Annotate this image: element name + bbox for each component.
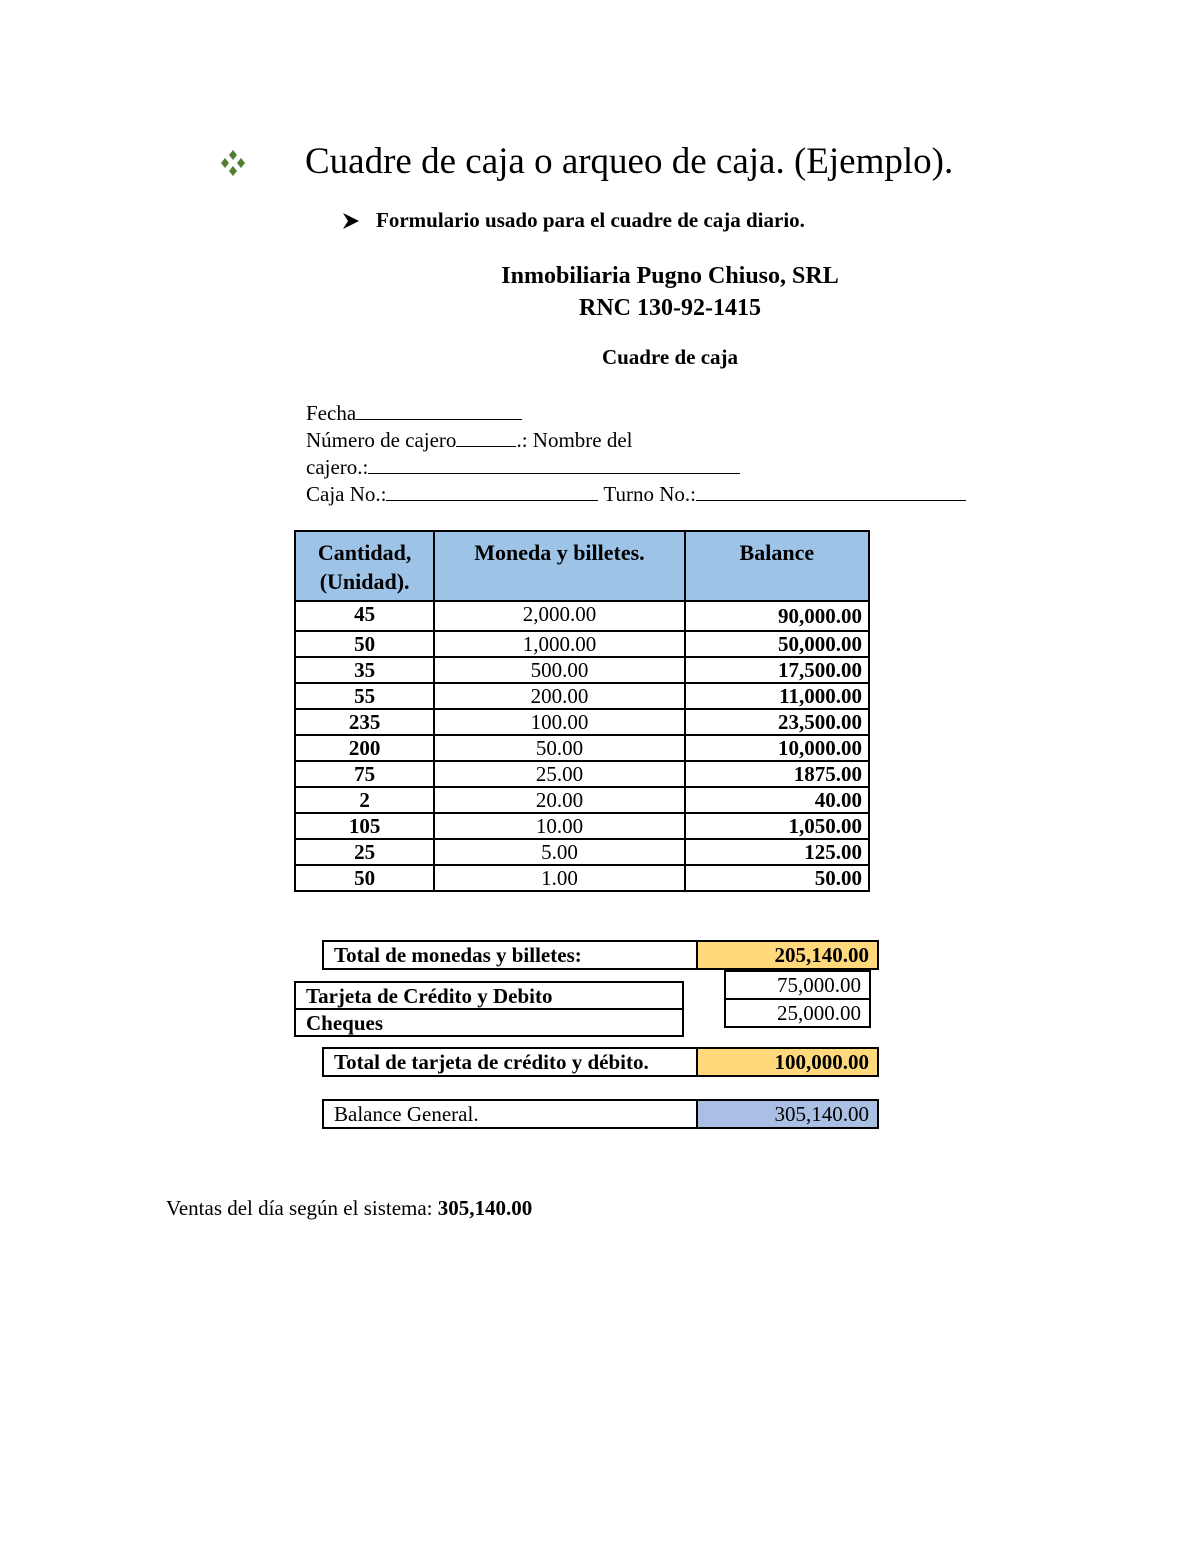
caja-label: Caja No.:: [306, 482, 387, 506]
balance-cell: 1875.00: [685, 761, 869, 787]
denom-cell: 500.00: [434, 657, 684, 683]
qty-cell: 235: [295, 709, 434, 735]
table-row: [295, 761, 869, 787]
balance-general-value: 305,140.00: [774, 1102, 869, 1126]
qty-cell: 2: [295, 787, 434, 813]
table-row: [295, 657, 869, 683]
cheques-label-box: [294, 1008, 684, 1037]
turno-field[interactable]: [696, 482, 966, 501]
qty-cell: 75: [295, 761, 434, 787]
qty-cell: 35: [295, 657, 434, 683]
table-row: [295, 631, 869, 657]
cajero-name-field[interactable]: [368, 455, 740, 474]
balance-cell: 50,000.00: [685, 631, 869, 657]
balance-value: 90,000.00: [778, 604, 862, 628]
ventas-value: 305,140.00: [437, 1196, 533, 1220]
table-row: [295, 839, 869, 865]
denom-cell: 20.00: [434, 787, 684, 813]
denom-cell: 25.00: [434, 761, 684, 787]
fecha-field[interactable]: [356, 401, 522, 420]
table-row: [295, 601, 869, 631]
qty-cell: 50: [295, 631, 434, 657]
cajero-name-line: [306, 454, 740, 481]
balance-cell: 1,050.00: [685, 813, 869, 839]
header-moneda: Moneda y billetes.: [434, 531, 684, 601]
fecha-line: [306, 400, 522, 427]
table-row: [295, 735, 869, 761]
header-balance: Balance: [685, 531, 869, 601]
diamond-bullet-icon: [216, 148, 250, 178]
table-row: [295, 813, 869, 839]
caja-turno-line: [306, 481, 966, 508]
balance-general-label: Balance General.: [334, 1102, 479, 1126]
balance-general-value-box: [696, 1099, 879, 1129]
denom-cell: 2,000.00: [434, 601, 684, 631]
document-subtitle: Formulario usado para el cuadre de caja diario.: [376, 208, 805, 232]
total-monedas-value: 205,140.00: [774, 943, 869, 967]
header-cantidad: Cantidad, (Unidad).: [295, 531, 434, 601]
tarjeta-label: Tarjeta de Crédito y Debito: [306, 984, 553, 1008]
company-rnc: RNC 130-92-1415: [579, 295, 761, 321]
denom-cell: 1.00: [434, 865, 684, 891]
cash-count-table: [294, 530, 870, 892]
qty-cell: 55: [295, 683, 434, 709]
qty-cell: 50: [295, 865, 434, 891]
turno-label: Turno No.:: [603, 482, 696, 506]
total-monedas-label: Total de monedas y billetes:: [334, 943, 582, 967]
tarjeta-value: 75,000.00: [777, 973, 861, 997]
table-header-row: [295, 531, 869, 601]
caja-field[interactable]: [386, 482, 598, 501]
table-row: [295, 865, 869, 891]
balance-cell: 17,500.00: [685, 657, 869, 683]
tarjeta-value-box: [724, 970, 871, 1000]
qty-cell: 200: [295, 735, 434, 761]
company-name: Inmobiliaria Pugno Chiuso, SRL: [501, 263, 839, 289]
balance-cell: 11,000.00: [685, 683, 869, 709]
nombre-label: .: Nombre del: [516, 428, 633, 452]
denom-cell: 50.00: [434, 735, 684, 761]
total-tarjeta-label-box: [322, 1047, 698, 1077]
qty-cell: 45: [295, 601, 434, 631]
cheques-value-box: [724, 998, 871, 1028]
cheques-value: 25,000.00: [777, 1001, 861, 1025]
tarjeta-label-box: [294, 981, 684, 1010]
balance-cell: 40.00: [685, 787, 869, 813]
qty-cell: 105: [295, 813, 434, 839]
fecha-label: Fecha: [306, 401, 357, 425]
table-row: [295, 787, 869, 813]
denom-cell: 1,000.00: [434, 631, 684, 657]
table-row: [295, 709, 869, 735]
total-monedas-value-box: [696, 940, 879, 970]
cajero-number-field[interactable]: [456, 428, 516, 447]
balance-cell: [685, 601, 869, 631]
cajero-number-label: Número de cajero: [306, 428, 457, 452]
cajero-name-label: cajero.:: [306, 455, 369, 479]
total-tarjeta-value-box: [696, 1047, 879, 1077]
section-title: Cuadre de caja: [601, 345, 739, 369]
total-tarjeta-value: 100,000.00: [774, 1050, 869, 1074]
total-monedas-label-box: [322, 940, 698, 970]
ventas-label: Ventas del día según el sistema:: [166, 1196, 438, 1220]
balance-cell: 50.00: [685, 865, 869, 891]
cheques-label: Cheques: [306, 1011, 384, 1035]
table-row: [295, 683, 869, 709]
balance-cell: 23,500.00: [685, 709, 869, 735]
cajero-number-line: [306, 427, 633, 454]
balance-cell: 125.00: [685, 839, 869, 865]
denom-cell: 100.00: [434, 709, 684, 735]
denom-cell: 10.00: [434, 813, 684, 839]
denom-cell: 5.00: [434, 839, 684, 865]
company-header: [300, 260, 1040, 324]
total-tarjeta-label: Total de tarjeta de crédito y débito.: [334, 1050, 649, 1074]
arrow-bullet-icon: [341, 211, 361, 231]
balance-cell: 10,000.00: [685, 735, 869, 761]
document-title: Cuadre de caja o arqueo de caja. (Ejemplo).: [305, 141, 954, 182]
qty-cell: 25: [295, 839, 434, 865]
denom-cell: 200.00: [434, 683, 684, 709]
balance-general-label-box: [322, 1099, 698, 1129]
ventas-line: [166, 1196, 532, 1221]
